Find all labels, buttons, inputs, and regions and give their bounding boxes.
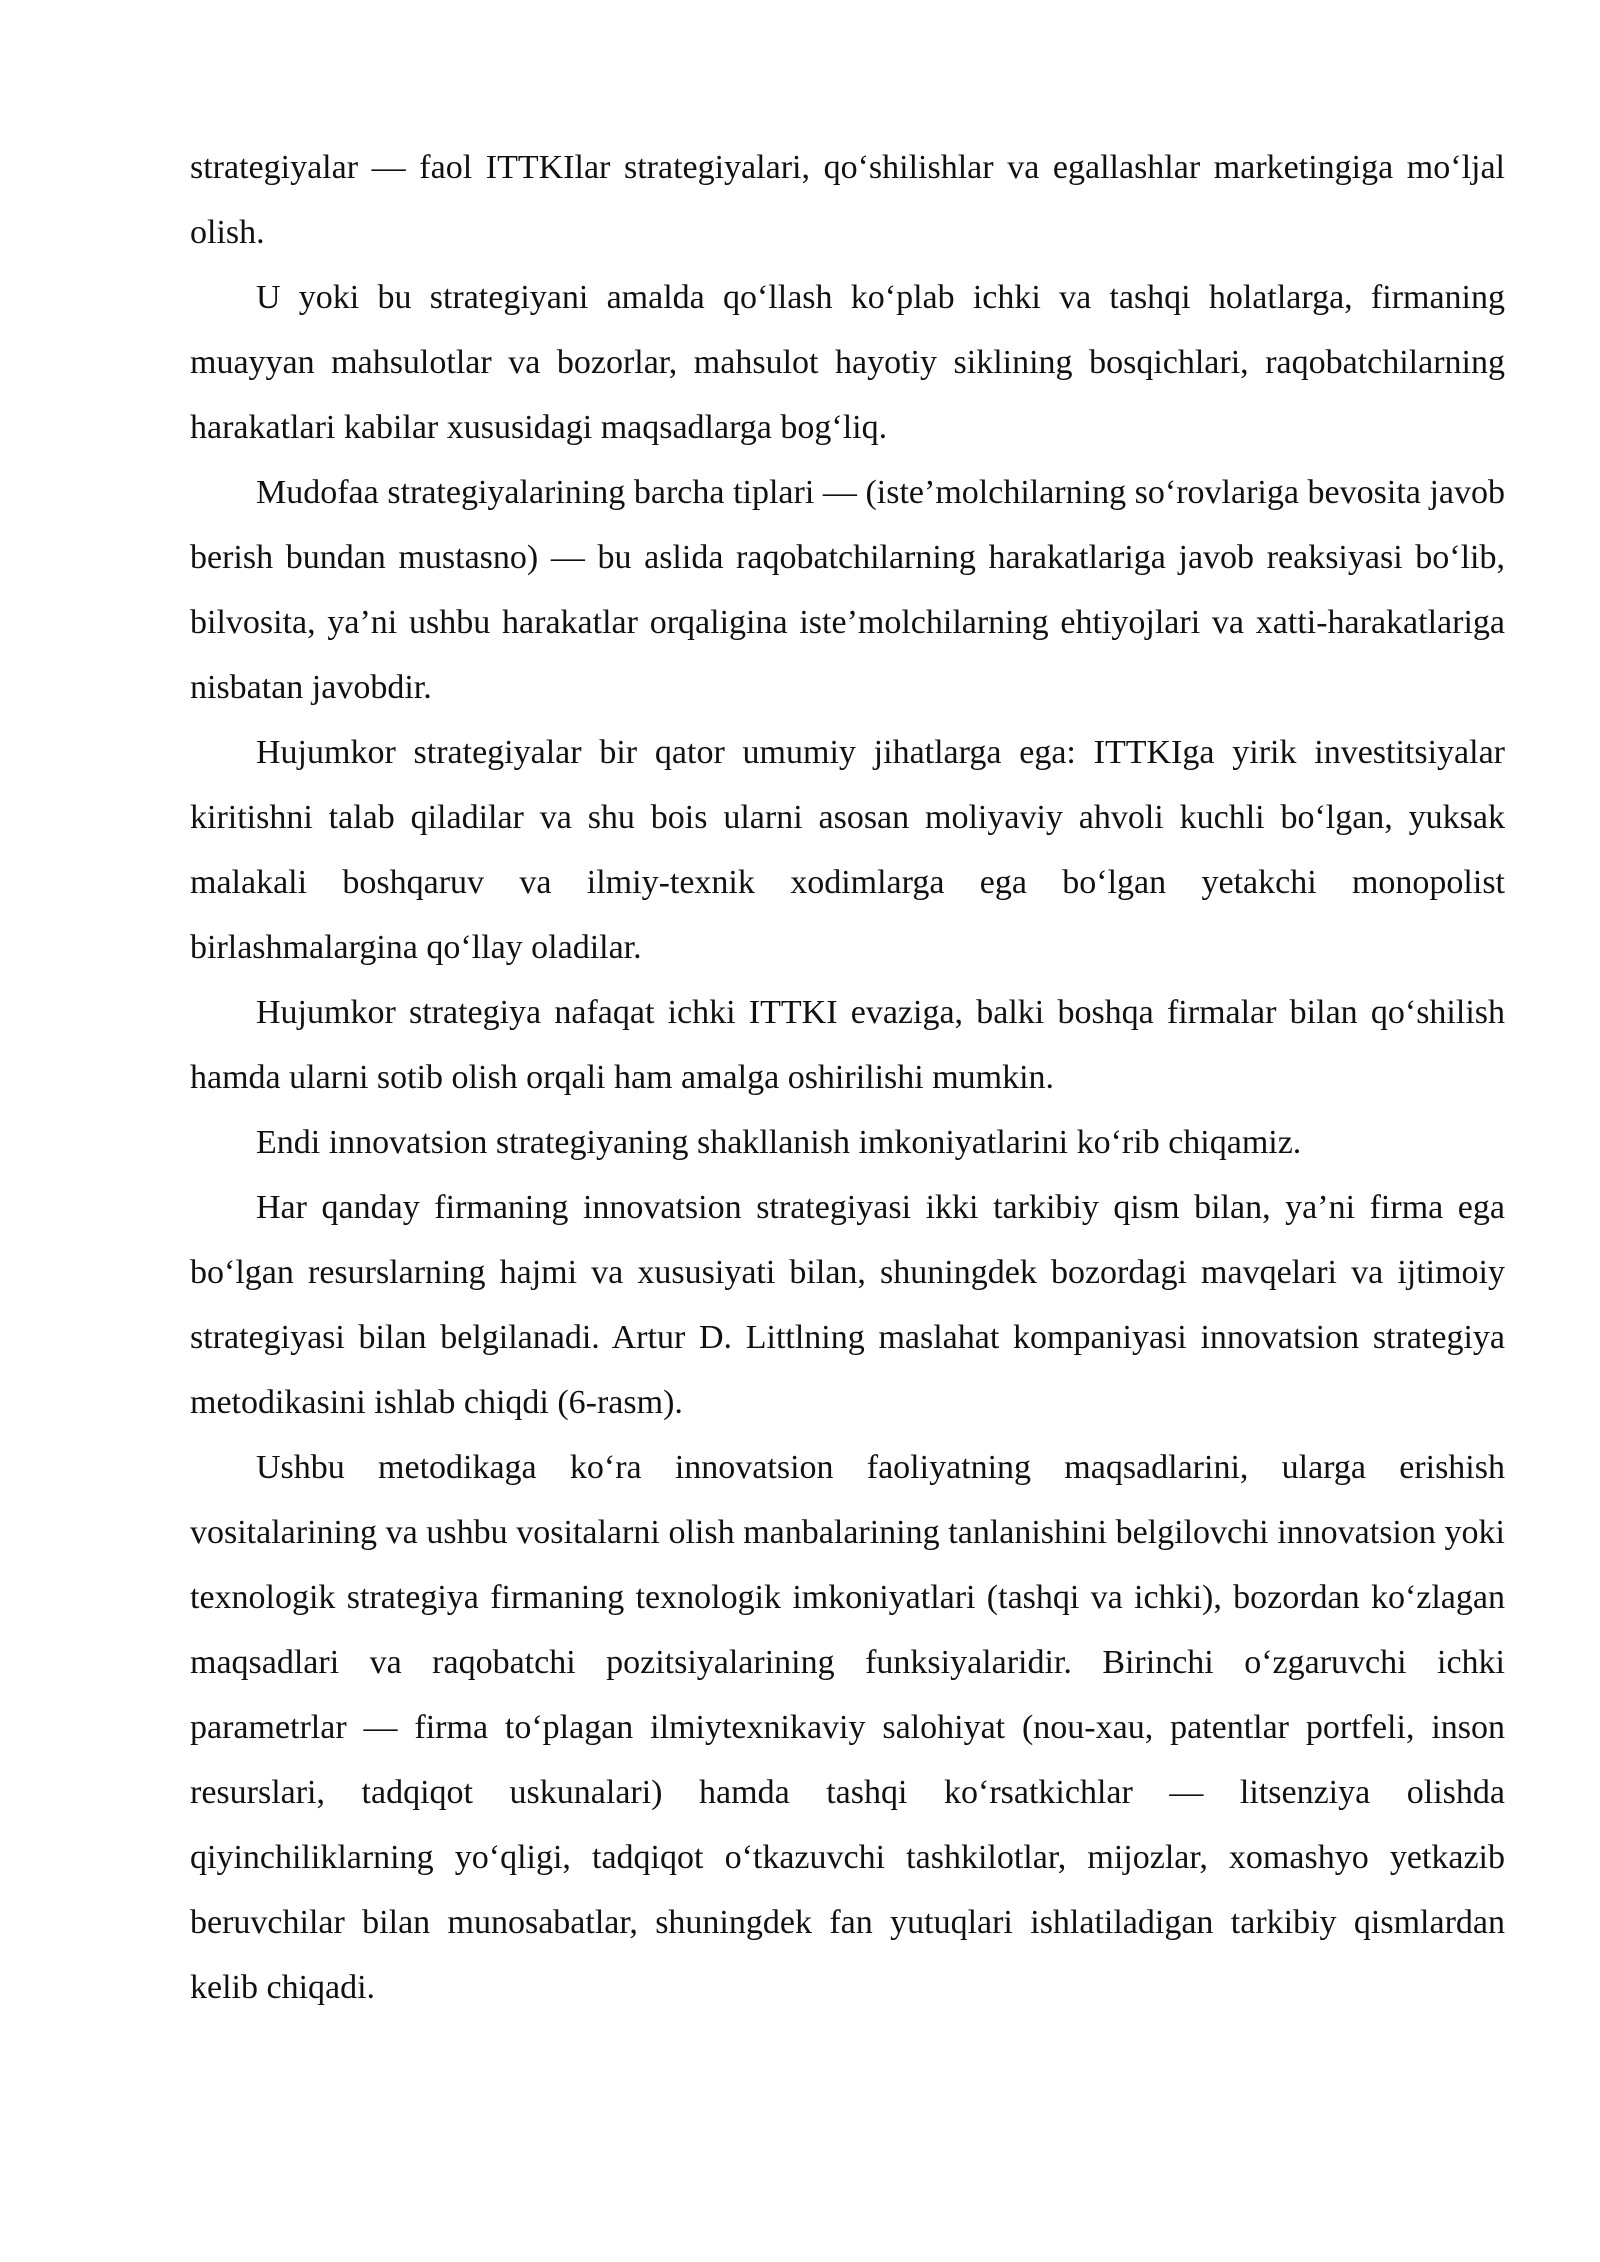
document-page [190, 135, 1505, 2020]
paragraph-continued: strategiyalar — faol ITTKIlar strategiyalari, qo‘shilishlar va egallashlar marketingiga mo‘ljal olish. [190, 149, 1505, 251]
paragraph: Har qanday firmaning innovatsion strategiyasi ikki tarkibiy qism bilan, ya’ni firma ega bo‘lgan resurslarning hajmi va xususiyati bilan, shuningdek bozordagi mavqelari va ijtimoiy strategiyasi bilan belgilanadi. Artur D. Littlning maslahat kompaniyasi innovatsion strategiya metodikasini ishlab chiqdi (6-rasm). [190, 1189, 1505, 1421]
paragraph: Mudofaa strategiyalarining barcha tiplari — (iste’molchilarning so‘rovlariga bevosita javob berish bundan mustasno) — bu aslida raqobatchilarning harakatlariga javob reaksiyasi bo‘lib, bilvosita, ya’ni ushbu harakatlar orqaligina iste’molchilarning ehtiyojlari va xatti-harakatlariga nisbatan javobdir. [190, 474, 1505, 706]
paragraph: Ushbu metodikaga ko‘ra innovatsion faoliyatning maqsadlarini, ularga erishish vositalarining va ushbu vositalarni olish manbalarining tanlanishini belgilovchi innovatsion yoki texnologik strategiya firmaning texnologik imkoniyatlari (tashqi va ichki), bozordan ko‘zlagan maqsadlari va raqobatchi pozitsiyalarining funksiyalaridir. Birinchi o‘zgaruvchi ichki parametrlar — firma to‘plagan ilmiytexnikaviy salohiyat (nou-xau, patentlar portfeli, inson resurslari, tadqiqot uskunalari) hamda tashqi ko‘rsatkichlar — litsenziya olishda qiyinchiliklarning yo‘qligi, tadqiqot o‘tkazuvchi tashkilotlar, mijozlar, xomashyo yetkazib beruvchilar bilan munosabatlar, shuningdek fan yutuqlari ishlatiladigan tarkibiy qismlardan kelib chiqadi. [190, 1449, 1505, 2006]
paragraph: U yoki bu strategiyani amalda qo‘llash ko‘plab ichki va tashqi holatlarga, firmaning muayyan mahsulotlar va bozorlar, mahsulot hayotiy siklining bosqichlari, raqobatchilarning harakatlari kabilar xususidagi maqsadlarga bog‘liq. [190, 279, 1505, 446]
paragraph: Hujumkor strategiya nafaqat ichki ITTKI evaziga, balki boshqa firmalar bilan qo‘shilish hamda ularni sotib olish orqali ham amalga oshirilishi mumkin. [190, 994, 1505, 1096]
paragraph: Endi innovatsion strategiyaning shakllanish imkoniyatlarini ko‘rib chiqamiz. [256, 1124, 1302, 1161]
paragraph: Hujumkor strategiyalar bir qator umumiy jihatlarga ega: ITTKIga yirik investitsiyalar kiritishni talab qiladilar va shu bois ularni asosan moliyaviy ahvoli kuchli bo‘lgan, yuksak malakali boshqaruv va ilmiy-texnik xodimlarga ega bo‘lgan yetakchi monopolist birlashmalargina qo‘llay oladilar. [190, 734, 1505, 966]
